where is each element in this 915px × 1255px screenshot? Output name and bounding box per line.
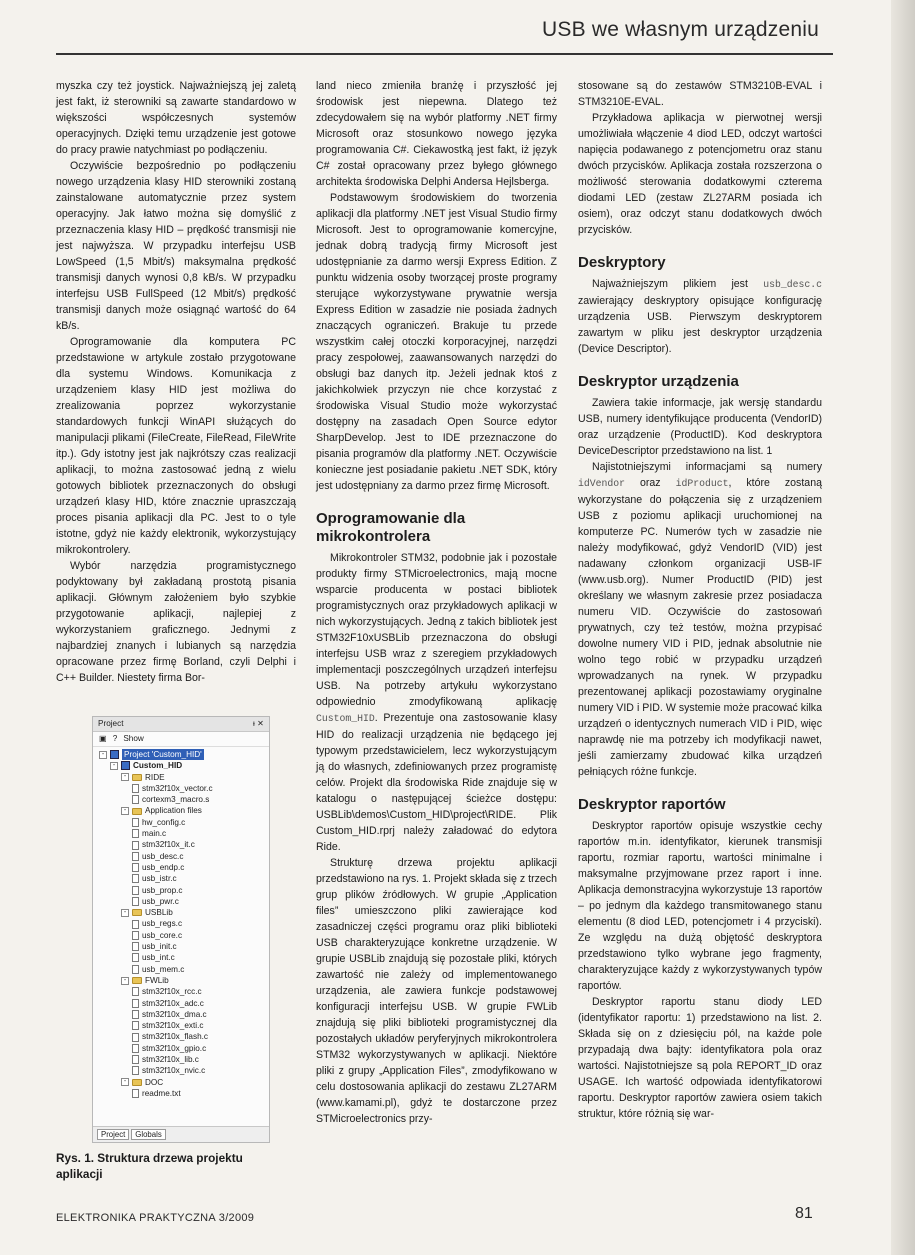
text: oraz <box>640 477 661 489</box>
tree-item-label: Project 'Custom_HID' <box>124 750 202 759</box>
file-icon <box>132 874 139 883</box>
folder-icon <box>132 1079 142 1086</box>
tree-item-label: Custom_HID <box>133 761 183 771</box>
tree-item-label: usb_init.c <box>142 942 177 952</box>
file-icon <box>132 1055 139 1064</box>
text: Mikrokontroler STM32, podobnie jak i pozostałe produkty firmy STMicroelectronics, mają mocne wsparcie producenta w postaci bibliotek programistycznych oraz przykładowych aplikacji w nich wykorzystujących. Jedną z takich bibliotek jest STM32F10xUSBLib przeznaczona do obsługi interfejsu USB wraz z szeregiem przykładowych implementacji poszczególnych urządzeń interfejsu USB. Na potrzeby artykułu wykorzystano odpowiednio zmodyfikowaną aplikację <box>316 552 557 708</box>
tree-item-label: RIDE <box>145 772 165 782</box>
window-toolbar <box>93 732 269 747</box>
figure-caption: Rys. 1. Struktura drzewa projektu aplikacji <box>56 1151 243 1181</box>
project-tree <box>93 747 269 1099</box>
tree-item <box>99 1088 269 1099</box>
tree-item-label: stm32f10x_dma.c <box>142 1009 207 1019</box>
file-icon <box>132 818 139 827</box>
footer-magazine: ELEKTRONIKA PRAKTYCZNA 3/2009 <box>56 1212 255 1224</box>
file-icon <box>132 863 139 872</box>
file-icon <box>132 1089 139 1098</box>
tree-item <box>99 907 269 918</box>
tree-item-label: Application files <box>145 806 202 816</box>
tree-item-label: usb_mem.c <box>142 964 185 974</box>
tree-item-label: usb_core.c <box>142 930 183 940</box>
tree-item-label: stm32f10x_rcc.c <box>142 987 202 997</box>
folder-icon <box>132 808 142 815</box>
tree-item <box>99 1077 269 1088</box>
file-icon <box>132 1021 139 1030</box>
tree-item <box>99 986 269 997</box>
scan-edge <box>891 0 915 1255</box>
expand-toggle-icon: - <box>121 1078 129 1086</box>
tree-item <box>99 941 269 952</box>
tree-item-label: stm32f10x_it.c <box>142 840 195 850</box>
tree-item <box>99 851 269 862</box>
panel-tabs <box>93 1126 269 1142</box>
paragraph <box>316 550 557 855</box>
paragraph <box>578 276 822 357</box>
tree-item-label: stm32f10x_adc.c <box>142 998 204 1008</box>
tree-item <box>99 1043 269 1054</box>
folder-icon <box>132 977 142 984</box>
paragraph: myszka czy też joystick. Najważniejszą jej zaletą jest fakt, iż sterowniki są zawarte standardowo w większości współczesnych systemów operacyjnych. Dzięki temu urządzenie jest gotowe do pracy prawie natychmiast po podłączeniu. <box>56 80 296 156</box>
tree-item <box>99 964 269 975</box>
paragraph: Podstawowym środowiskiem do tworzenia aplikacji dla platformy .NET jest Visual Studio firmy Microsoft. Jest to oprogramowanie komercyjne, jednak dobrą tradycją firmy Microsoft jest udostępnianie za darmo wersji Express Edition. Z punktu widzenia osoby tworzącej proste programy sterujące wykorzystywane prywatnie wersja Express Edition w zasadzie nie posiada żadnych znaczących ograniczeń. Brakuje tu przede wszystkim całej otoczki korporacyjnej, narzędzi pracy zespołowej, zaawansowanych narzędzi do obsługi baz danych itp. Jeżeli jednak ktoś z jakichkolwiek przyczyn nie chce korzystać z środowiska Visual Studio może wykorzystać dostępny na zasadach Open Source edytor SharpDevelop. Jest to IDE przeznaczone do pisania programów dla platformy .NET. Oczywiście konieczne jest posiadanie pakietu .NET SDK, który jest udostępniany za darmo przez firmę Microsoft. <box>316 192 557 492</box>
file-icon <box>132 1044 139 1053</box>
code-identifier: usb_desc.c <box>763 279 823 290</box>
tree-item <box>99 862 269 873</box>
pin-close-icon: ᵻ ✕ <box>253 719 264 729</box>
folder-icon <box>132 909 142 916</box>
toolbar-icon: ▣ <box>99 734 107 744</box>
tree-item-label: stm32f10x_gpio.c <box>142 1043 207 1053</box>
file-icon <box>132 829 139 838</box>
paragraph: land nieco zmieniła branżę i przyszłość jej środowisk jest niepewna. Dlatego też zdecydowałem się na wybór platformy .NET firmy Microsoft oraz stosunkowo nowego języka programowania C#. Ciekawostką jest fakt, iż język C# został opracowany przez byłego głównego architekta środowiska Delphi Andersa Hejlsberga. <box>316 80 557 188</box>
tree-item-label: usb_regs.c <box>142 919 183 929</box>
file-icon <box>132 795 139 804</box>
tree-item <box>99 1009 269 1020</box>
help-icon: ? <box>112 734 118 744</box>
file-icon <box>132 965 139 974</box>
file-icon <box>132 841 139 850</box>
paragraph: Strukturę drzewa projektu aplikacji przedstawiono na rys. 1. Projekt składa się z trzech grup plików źródłowych. W grupie „Application files” umieszczono pliki zawierające kod zasadniczej części programu oraz pliki biblioteki USB charakteryzujące konkretne urządzenie. W grupie USBLib znajdują się pozostałe pliki, których zawartość nie zależy od implementowanego urządzenia, ale zawiera funkcje podstawowej konfiguracji interfejsu USB. W grupie FWLib znajdują się pliki biblioteki programistycznej dla pozostałych układów peryferyjnych mikrokontrolera STM32 wykorzystywanych w aplikacji. Niektóre pliki z grupy „Application Files”, zmodyfikowano w celu dostosowania aplikacji do zestawu ZL27ARM (www.kamami.pl), gdyż te dostarczone przez STMicroelectronics przy- <box>316 857 557 1125</box>
file-icon <box>132 999 139 1008</box>
text: zawierający deskryptory opisujące konfigurację urządzenia USB. Pierwszym deskryptorem zawartym w pliku jest deskryptor urządzenia (Device Descriptor). <box>578 295 822 355</box>
code-identifier: idVendor <box>578 478 626 489</box>
section-heading: Deskryptory <box>578 254 666 271</box>
file-icon <box>132 920 139 929</box>
tree-item-label: cortexm3_macro.s <box>142 795 210 805</box>
expand-toggle-icon: - <box>121 909 129 917</box>
tree-item-label: readme.txt <box>142 1088 181 1098</box>
column-2 <box>316 78 557 1127</box>
column-1 <box>56 78 296 686</box>
section-heading: Deskryptor urządzenia <box>578 373 739 390</box>
tree-item <box>99 1054 269 1065</box>
tree-item <box>99 1065 269 1076</box>
tree-item <box>99 1031 269 1042</box>
project-icon <box>110 750 119 759</box>
tree-item <box>99 749 269 760</box>
text: , które zostaną wykorzystane do połączenia się z urządzeniem USB z poziomu aplikacji uruchomionej na komputerze PC. Numerów tych w zasadzie nie należy modyfikować, gdyż VendorID (VID) jest nadawany członkom organizacji USB-IF (www.usb.org). Numer ProductID (PID) jest określany we własnym zakresie przez posiadacza numeru VID. Oczywiście do zastosowań prywatnych, czy też testów, można przypisać dowolne numery VID i PID, jednak absolutnie nie wolno tego robić w przypadku urządzeń wprowadzanych na rynek. W przypadku prezentowanej aplikacji pozostawiamy oryginalne numery VID i PID. W systemie może pracować kilka urządzeń o identycznych numerach VID i PID, więc naprawdę nie ma potrzeby ich modyfikacji nawet, jeśli zamierzamy zbudować kilka urządzeń pełniących różne funkcje. <box>578 477 822 778</box>
file-icon <box>132 886 139 895</box>
tree-item <box>99 817 269 828</box>
tree-item <box>99 930 269 941</box>
expand-toggle-icon: - <box>121 977 129 985</box>
tree-item <box>99 783 269 794</box>
expand-toggle-icon: - <box>121 807 129 815</box>
running-header: USB we własnym urządzeniu <box>542 18 819 41</box>
file-icon <box>132 1010 139 1019</box>
project-icon <box>121 761 130 770</box>
tree-item <box>99 998 269 1009</box>
tree-item <box>99 873 269 884</box>
tree-item-label: stm32f10x_nvic.c <box>142 1066 206 1076</box>
text: Najistotniejszymi informacjami są numery <box>592 461 822 473</box>
tree-item <box>99 772 269 783</box>
paragraph: Przykładowa aplikacja w pierwotnej wersji umożliwiała włączenie 4 diod LED, odczyt wartości napięcia podawanego z potencjometru oraz stanu dwóch przycisków. Aplikacja została rozszerzona o możliwość sterowania dodatkowymi czterema diodami LED (zestaw ZL27ARM posiada ich osiem), oraz odczyt stanu dodatkowych dwóch przycisków. <box>578 112 822 236</box>
tree-item <box>99 794 269 805</box>
tree-item-label: hw_config.c <box>142 817 186 827</box>
column-3 <box>578 78 822 1122</box>
tree-item <box>99 805 269 816</box>
tree-item-label: usb_pwr.c <box>142 896 179 906</box>
tab-globals: Globals <box>131 1129 165 1140</box>
tree-item-label: FWLib <box>145 975 169 985</box>
tree-item-label: stm32f10x_vector.c <box>142 783 213 793</box>
tree-item-label: DOC <box>145 1077 164 1087</box>
file-icon <box>132 987 139 996</box>
file-icon <box>132 784 139 793</box>
page-number: 81 <box>795 1205 813 1222</box>
tree-item <box>99 1020 269 1031</box>
file-icon <box>132 1033 139 1042</box>
window-title: Project <box>98 719 124 729</box>
tree-item <box>99 918 269 929</box>
tree-item-label: usb_prop.c <box>142 885 183 895</box>
tree-item <box>99 952 269 963</box>
tree-item-label: stm32f10x_exti.c <box>142 1021 204 1031</box>
tree-item-label: usb_endp.c <box>142 862 185 872</box>
tree-item <box>99 839 269 850</box>
section-heading: Deskryptor raportów <box>578 796 726 813</box>
file-icon <box>132 942 139 951</box>
paragraph: Deskryptor raportów opisuje wszystkie cechy raportów m.in. identyfikator, kierunek transmisji raportu, rozmiar raportu, wartości minimalne i maksymalne przyjmowane przez raport i inne. Aplikacja demonstracyjna wykorzystuje 13 raportów – po jednym dla każdego transmitowanego stanu elementu (8 diod LED, potencjometr i 4 przyciski). Ze względu na dużą objętość deskryptora przedstawiono tylko wybrane jego fragmenty, charakteryzujące każdy z wykorzystywanych typów raportów. <box>578 820 822 992</box>
tree-item-label: stm32f10x_flash.c <box>142 1032 208 1042</box>
code-identifier: Custom_HID <box>316 713 375 724</box>
tree-item <box>99 975 269 986</box>
file-icon <box>132 1066 139 1075</box>
paragraph: Oczywiście bezpośrednio po podłączeniu nowego urządzenia klasy HID sterowniki zostaną zainstalowane automatycznie przez system operacyjny. Jak łatwo można się domyślić z przeznaczenia klasy HID – prędkość transmisji nie jest najwyższa. W przypadku interfejsu USB LowSpeed (1,5 Mbit/s) maksymalna prędkość transmisji danych wynosi 0,8 kB/s. W przypadku interfejsu USB FullSpeed (12 Mbit/s) prędkość transmisji danych może osiągnąć wartość do 64 kB/s. <box>56 160 296 332</box>
window-titlebar <box>93 717 269 732</box>
tree-item <box>99 760 269 771</box>
expand-toggle-icon: - <box>121 773 129 781</box>
paragraph: stosowane są do zestawów STM3210B-EVAL i STM3210E-EVAL. <box>578 80 822 108</box>
project-tree-screenshot <box>92 716 270 1143</box>
file-icon <box>132 897 139 906</box>
paragraph: Zawiera takie informacje, jak wersję standardu USB, numery identyfikujące producenta (VendorID) oraz urządzenie (ProductID). Kod deskryptora DeviceDescriptor przedstawiono na list. 1 <box>578 397 822 457</box>
tree-item-label: usb_desc.c <box>142 851 184 861</box>
expand-toggle-icon: - <box>99 751 107 759</box>
tree-item <box>99 828 269 839</box>
header-rule <box>56 53 833 55</box>
tree-item-label: main.c <box>142 829 167 839</box>
file-icon <box>132 931 139 940</box>
paragraph: Wybór narzędzia programistycznego podyktowany był zakładaną prostotą pisania aplikacji. Głównym założeniem było szybkie przygotowanie aplikacji, najlepiej z wykorzystaniem graficznego. Jednymi z najbardziej znanych i lubianych są narzędzia opracowane przez firmę Borland, czyli Delphi i C++ Builder. Niestety firma Bor- <box>56 560 296 684</box>
tree-item-label: USBLib <box>145 908 173 918</box>
tree-item-label: usb_istr.c <box>142 874 177 884</box>
text: Najważniejszym plikiem jest <box>592 278 748 290</box>
section-heading: Oprogramowanie dla mikrokontrolera <box>316 510 466 545</box>
tree-item-label: usb_int.c <box>142 953 175 963</box>
folder-icon <box>132 774 142 781</box>
tree-item-label: stm32f10x_lib.c <box>142 1055 199 1065</box>
file-icon <box>132 852 139 861</box>
code-identifier: idProduct <box>675 478 729 489</box>
tree-item <box>99 885 269 896</box>
paragraph: Deskryptor raportu stanu diody LED (identyfikator raportu: 1) przedstawiono na list. 2. Składa się on z dziesięciu pól, na każde pole przypadają dwa bajty: identyfikatora pola oraz wartości. Najistotniejsze są pola REPORT_ID oraz USAGE. Ich wartość odpowiada identyfikatorowi raportu. Deskryptor raportów zawiera osiem takich struktur, które różnią się war- <box>578 996 822 1120</box>
expand-toggle-icon: - <box>110 762 118 770</box>
show-label: Show <box>123 734 144 744</box>
paragraph: Oprogramowanie dla komputera PC przedstawione w artykule zostało przygotowane dla systemu Windows. Komunikacja z urządzeniem klasy HID jest możliwa do zrealizowania poprzez wykorzystanie standardowych funkcji WinAPI służących do manipulacji plikami (FileCreate, FileRead, FileWrite itp.). Gdy istotny jest jak najkrótszy czas realizacji aplikacji, to można zastosować jedną z wielu gotowych bibliotek przeznaczonych do obsługi urządzeń klasy HID, które znacznie upraszczają proces pisania aplikacji dla PC. Jest to o tyle istotne, gdyż nie każdy elektronik, wykorzystujący mikrokontrolery. <box>56 336 297 556</box>
tree-item <box>99 896 269 907</box>
paragraph <box>578 459 822 780</box>
file-icon <box>132 953 139 962</box>
text: . Prezentuje ona zastosowanie klasy HID do realizacji urządzenia nie będącego jej typowym przedstawicielem, lecz wykorzystującym ją do własnych, zdefiniowanych przez programistę celów. Projekt dla środowiska Ride znajduje się w katalogu o następującej ścieżce dostępu: USBLib\demos\Custom_HID\project\RIDE. Plik Custom_HID.rprj należy załadować do edytora Ride. <box>316 712 557 853</box>
tab-project: Project <box>97 1129 129 1140</box>
